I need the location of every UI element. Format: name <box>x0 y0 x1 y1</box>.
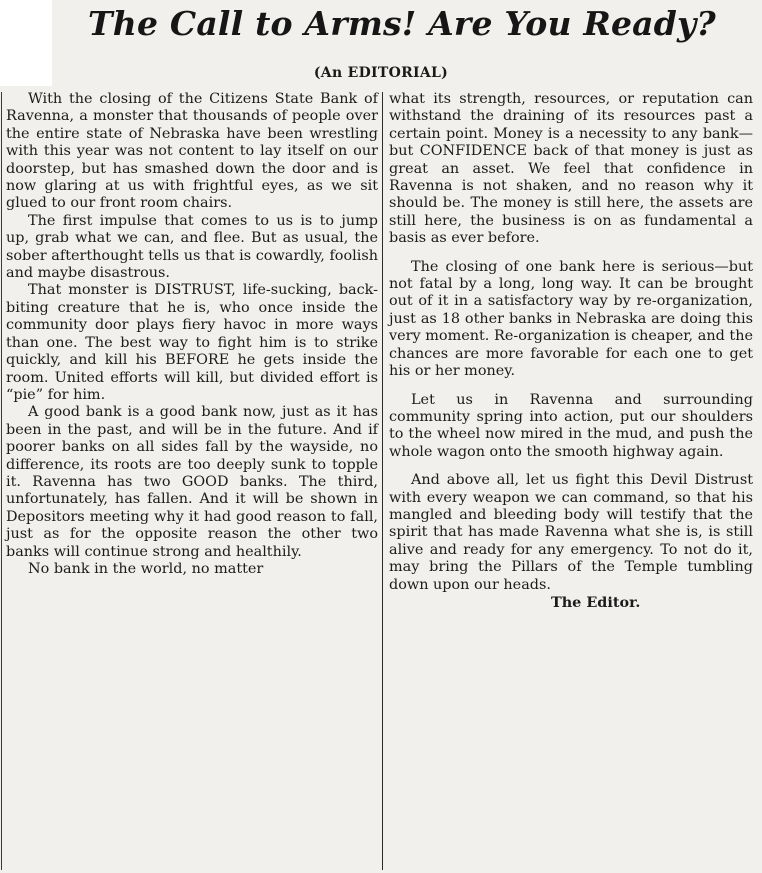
left-edge-rule <box>1 92 2 870</box>
left-paragraph-5: No bank in the world, no matter <box>28 560 264 577</box>
right-paragraph-4: And above all, let us fight this Devil Distrust with every weapon we can command, so that his mangled and bleeding body will testify that the spirit that has made Ravenna what she is, is still alive and ready for any emergency. To not do it, may bring the Pillars of the Temple tumbling down upon our heads. <box>389 472 753 593</box>
editorial-headline: The Call to Arms! Are You Ready? <box>88 4 716 43</box>
left-paragraph-2: The first impulse that comes to us is to jump up, grab what we can, and flee. But as usual, the sober afterthought tells us that is cowardly, foolish and maybe disastrous. <box>6 212 378 282</box>
right-paragraph-2: The closing of one bank here is serious—but not fatal by a long, long way. It can be brought out of it in a satisfactory way by re-organization, just as 18 other banks in Nebraska are doing this very moment. Re-organization is cheaper, and the chances are more favorable for each one to get his or her money. <box>389 258 753 380</box>
left-column <box>6 91 378 578</box>
column-divider-rule <box>382 92 383 870</box>
right-paragraph-3: Let us in Ravenna and surrounding community spring into action, put our shoulders to the wheel now mired in the mud, and push the whole wagon onto the smooth highway again. <box>389 391 753 460</box>
left-paragraph-4: A good bank is a good bank now, just as it has been in the past, and will be in the future. And if poorer banks on all sides fall by the wayside, no difference, its roots are too deeply sunk to topple it. Ravenna has two GOOD banks. The third, unfortunately, has fallen. And it will be shown in Depositors meeting why it had good reason to fall, just as for the opposite reason the other two banks will continue strong and healthily. <box>6 404 378 560</box>
editorial-subhead: (An EDITORIAL) <box>313 65 449 81</box>
right-column <box>389 91 753 611</box>
left-paragraph-3: That monster is DISTRUST, life-sucking, back-biting creature that he is, who once inside the community door plays fiery havoc in more ways than one. The best way to fight him is to strike quickly, and kill his BEFORE he gets inside the room. United efforts will kill, but divided effort is “pie” for him. <box>6 282 378 403</box>
right-paragraph-1: what its strength, resources, or reputation can withstand the draining of its resources past a certain point. Money is a necessity to any bank—but CONFIDENCE back of that money is just as great an asset. We feel that confidence in Ravenna is not shaken, and no reason why it should be. The money is still here, the assets are still here, the business is on as fundamental a basis as ever before. <box>389 91 753 247</box>
left-paragraph-1: With the closing of the Citizens State Bank of Ravenna, a monster that thousands of people over the entire state of Nebraska have been wrestling with this year was not content to lay itself on our doorstep, but has smashed down the door and is now glaring at us with frightful eyes, as we sit glued to our front room chairs. <box>6 91 378 212</box>
editor-signature: The Editor. <box>551 593 641 611</box>
